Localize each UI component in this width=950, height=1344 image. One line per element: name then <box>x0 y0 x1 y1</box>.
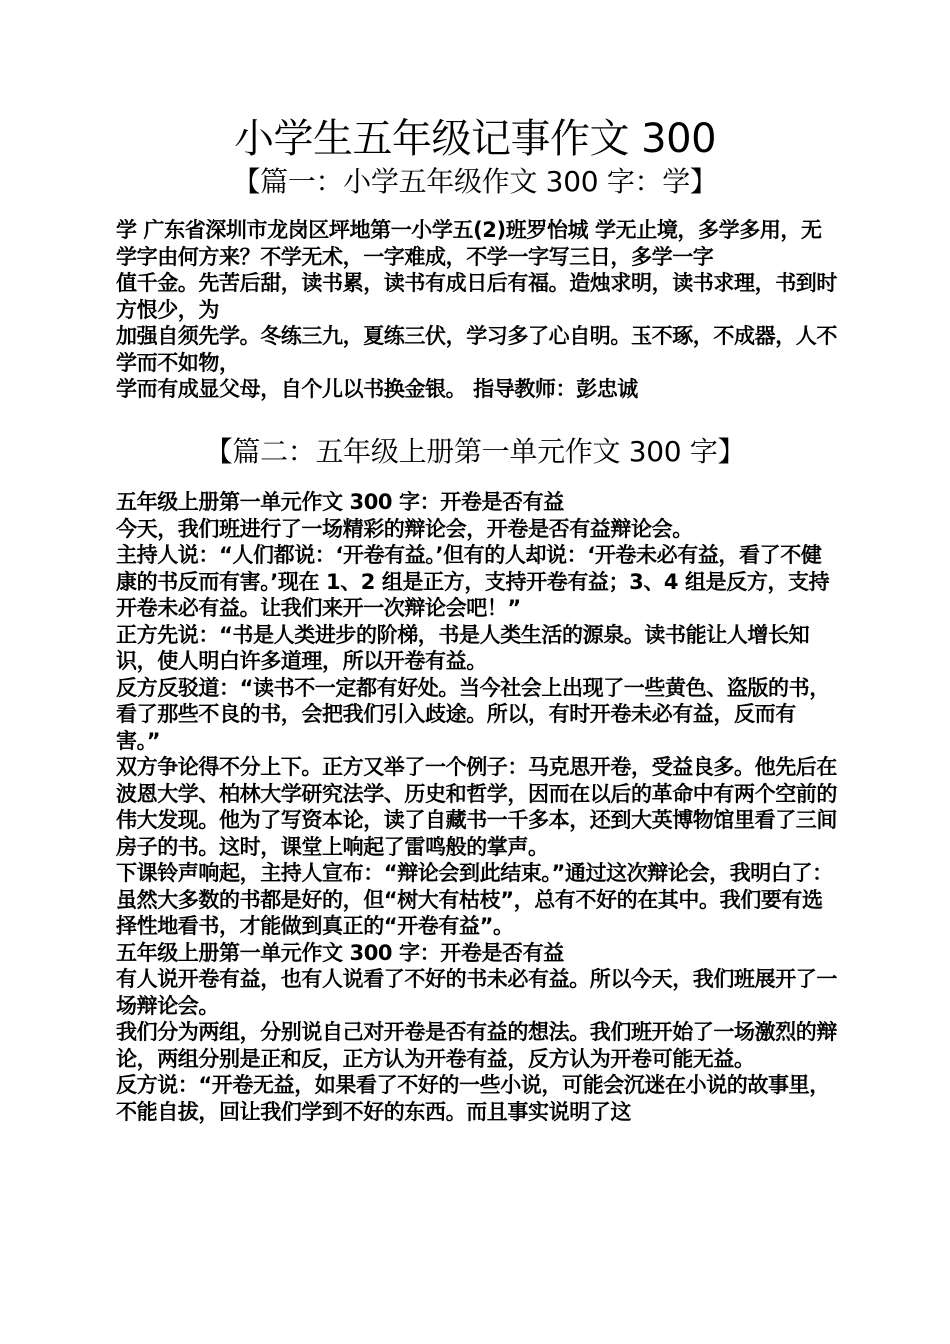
section-2-body <box>116 489 838 1125</box>
section-heading-2: 【篇二：五年级上册第一单元作文 300 字】 <box>204 435 746 468</box>
paragraph: 正方先说：“书是人类进步的阶梯，书是人类生活的源泉。读书能让人增长知识，使人明白许多道理，所以开卷有益。 <box>116 622 810 673</box>
paragraph: 我们分为两组，分别说自己对开卷是否有益的想法。我们班开始了一场激烈的辩论，两组分别是正和反，正方认为开卷有益，反方认为开卷可能无益。 <box>116 1020 837 1071</box>
paragraph: 五年级上册第一单元作文 300 字：开卷是否有益 <box>116 940 564 965</box>
paragraph: 今天，我们班进行了一场精彩的辩论会，开卷是否有益辩论会。 <box>116 516 693 541</box>
paragraph: 下课铃声响起，主持人宣布：“辩论会到此结束。”通过这次辩论会，我明白了：虽然大多数的书都是好的，但“树大有枯枝”，总有不好的在其中。我们要有选择性地看书，才能做到真正的“开卷有益”。 <box>116 861 833 938</box>
paragraph: 学而有成显父母，自个儿以书换金银。 指导教师：彭忠诚 <box>116 377 638 401</box>
paragraph: 学 广东省深圳市龙岗区坪地第一小学五(2)班罗怡城 学无止境，多学多用，无学字由何方来？不学无术，一字难成，不学一字写三日，多学一字 <box>116 218 822 269</box>
paragraph: 值千金。先苦后甜，读书累，读书有成日后有福。造烛求明，读书求理，书到时方恨少，为 <box>116 271 837 322</box>
paragraph: 双方争论得不分上下。正方又举了一个例子：马克思开卷，受益良多。他先后在波恩大学、柏林大学研究法学、历史和哲学，因而在以后的革命中有两个空前的伟大发现。他为了写资本论，读了自藏书一千多本，还到大英博物馆里看了三间房子的书。这时，课堂上响起了雷鸣般的掌声。 <box>116 755 837 859</box>
paragraph: 加强自须先学。冬练三九，夏练三伏，学习多了心自明。玉不琢，不成器，人不学而不如物， <box>116 324 837 375</box>
paragraph: 反方说：“开卷无益，如果看了不好的一些小说，可能会沉迷在小说的故事里，不能自拔，回让我们学到不好的东西。而且事实说明了这 <box>116 1073 830 1124</box>
paragraph: 反方反驳道：“读书不一定都有好处。当今社会上出现了一些黄色、盗版的书，看了那些不良的书，会把我们引入歧途。所以，有时开卷未必有益，反而有害。” <box>116 675 830 753</box>
paragraph: 有人说开卷有益，也有人说看了不好的书未必有益。所以今天，我们班展开了一场辩论会。 <box>116 967 837 1018</box>
section-1-body <box>116 217 838 403</box>
paragraph: 主持人说：“人们都说：‘开卷有益。’但有的人却说：‘开卷未必有益，看了不健康的书反而有害。’现在 1、2 组是正方，支持开卷有益；3、4 组是反方，支持开卷未必有益。让我们来开一次辩论会吧！” <box>116 543 830 620</box>
page-title: 小学生五年级记事作文 300 <box>233 116 717 162</box>
section-heading-1: 【篇一：小学五年级作文 300 字：学】 <box>232 165 718 198</box>
paragraph: 五年级上册第一单元作文 300 字：开卷是否有益 <box>116 490 564 514</box>
